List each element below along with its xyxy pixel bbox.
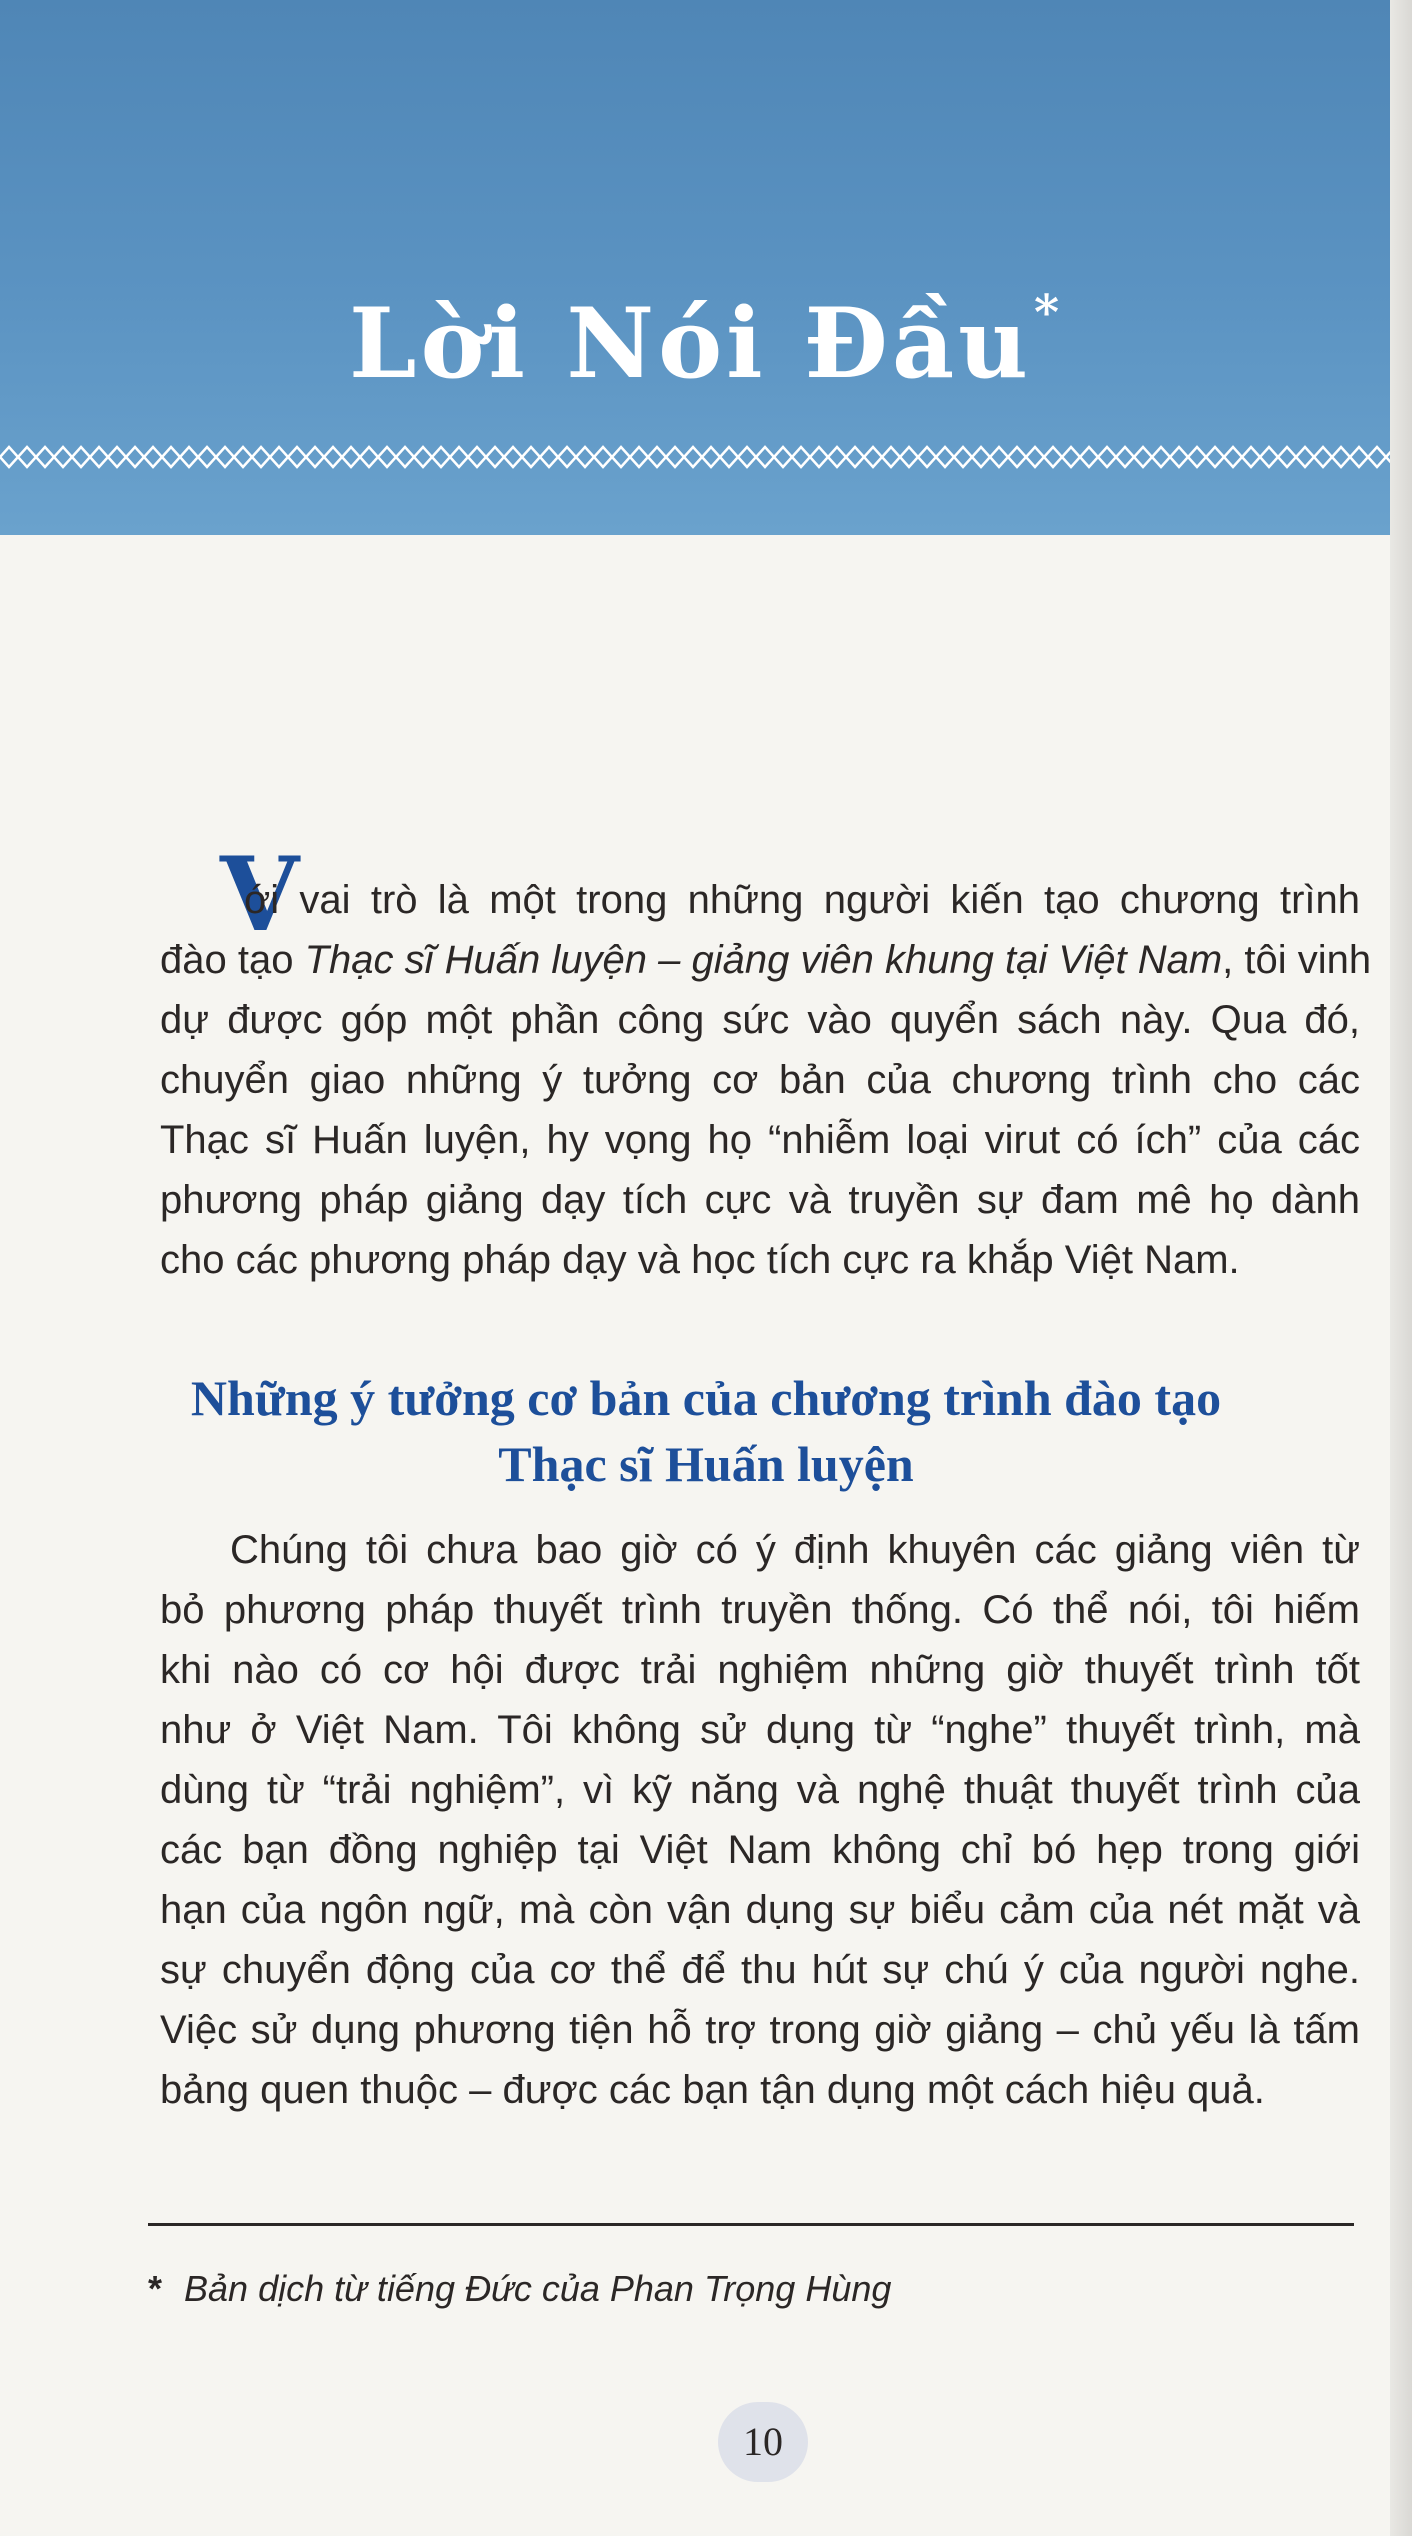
title-text: Lời Nói Đầu [348, 287, 1032, 400]
intro-line: ới vai trò là một trong những người kiến tạo chương trình [244, 878, 1360, 922]
body-line: Việc sử dụng phương tiện hỗ trợ trong giờ giảng – chủ yếu là tấm [160, 2008, 1360, 2052]
body-line: sự chuyển động của cơ thể để thu hút sự chú ý của người nghe. [160, 1948, 1360, 1992]
section-heading-line: Những ý tưởng cơ bản của chương trình đào tạo [190, 1370, 1222, 1426]
page-title [0, 285, 1412, 400]
intro-line: cho các phương pháp dạy và học tích cực ra khắp Việt Nam. [160, 1238, 1240, 1282]
intro-line: chuyển giao những ý tưởng cơ bản của chương trình cho các [160, 1058, 1360, 1102]
intro-line: Thạc sĩ Huấn luyện, hy vọng họ “nhiễm loại virut có ích” của các [160, 1118, 1360, 1162]
body-line: bỏ phương pháp thuyết trình truyền thống. Có thể nói, tôi hiếm [160, 1588, 1360, 1632]
footnote [148, 2268, 891, 2310]
footnote-mark: * [148, 2268, 163, 2309]
section-heading [0, 1365, 1412, 1497]
section-paragraph [160, 1520, 1360, 2120]
body-line: bảng quen thuộc – được các bạn tận dụng một cách hiệu quả. [160, 2068, 1265, 2112]
drop-cap: V [220, 835, 300, 955]
body-line: Chúng tôi chưa bao giờ có ý định khuyên các giảng viên từ [230, 1528, 1360, 1572]
footnote-text: Bản dịch từ tiếng Đức của Phan Trọng Hùng [184, 2268, 892, 2309]
body-line: dùng từ “trải nghiệm”, vì kỹ năng và nghệ thuật thuyết trình của [160, 1768, 1360, 1812]
intro-line: dự được góp một phần công sức vào quyển sách này. Qua đó, [160, 998, 1360, 1042]
intro-line-part: đào tạo [160, 938, 294, 982]
title-footnote-mark: * [1033, 285, 1064, 341]
decorative-zigzag-border [0, 440, 1390, 474]
program-name: Thạc sĩ Huấn luyện – giảng viên khung tại Việt Nam [304, 938, 1223, 982]
intro-line: phương pháp giảng dạy tích cực và truyền sự đam mê họ dành [160, 1178, 1360, 1222]
body-line: khi nào có cơ hội được trải nghiệm những giờ thuyết trình tốt [160, 1648, 1360, 1692]
footnote-divider [148, 2223, 1354, 2226]
page-number: 10 [718, 2402, 808, 2482]
intro-line [160, 930, 1372, 990]
section-heading-line: Thạc sĩ Huấn luyện [498, 1436, 914, 1492]
body-line: các bạn đồng nghiệp tại Việt Nam không chỉ bó hẹp trong giới [160, 1828, 1360, 1872]
intro-line-part: , tôi vinh [1222, 938, 1372, 982]
body-line: như ở Việt Nam. Tôi không sử dụng từ “nghe” thuyết trình, mà [160, 1708, 1360, 1752]
intro-paragraph [160, 870, 1372, 1290]
body-line: hạn của ngôn ngữ, mà còn vận dụng sự biểu cảm của nét mặt và [160, 1888, 1360, 1932]
